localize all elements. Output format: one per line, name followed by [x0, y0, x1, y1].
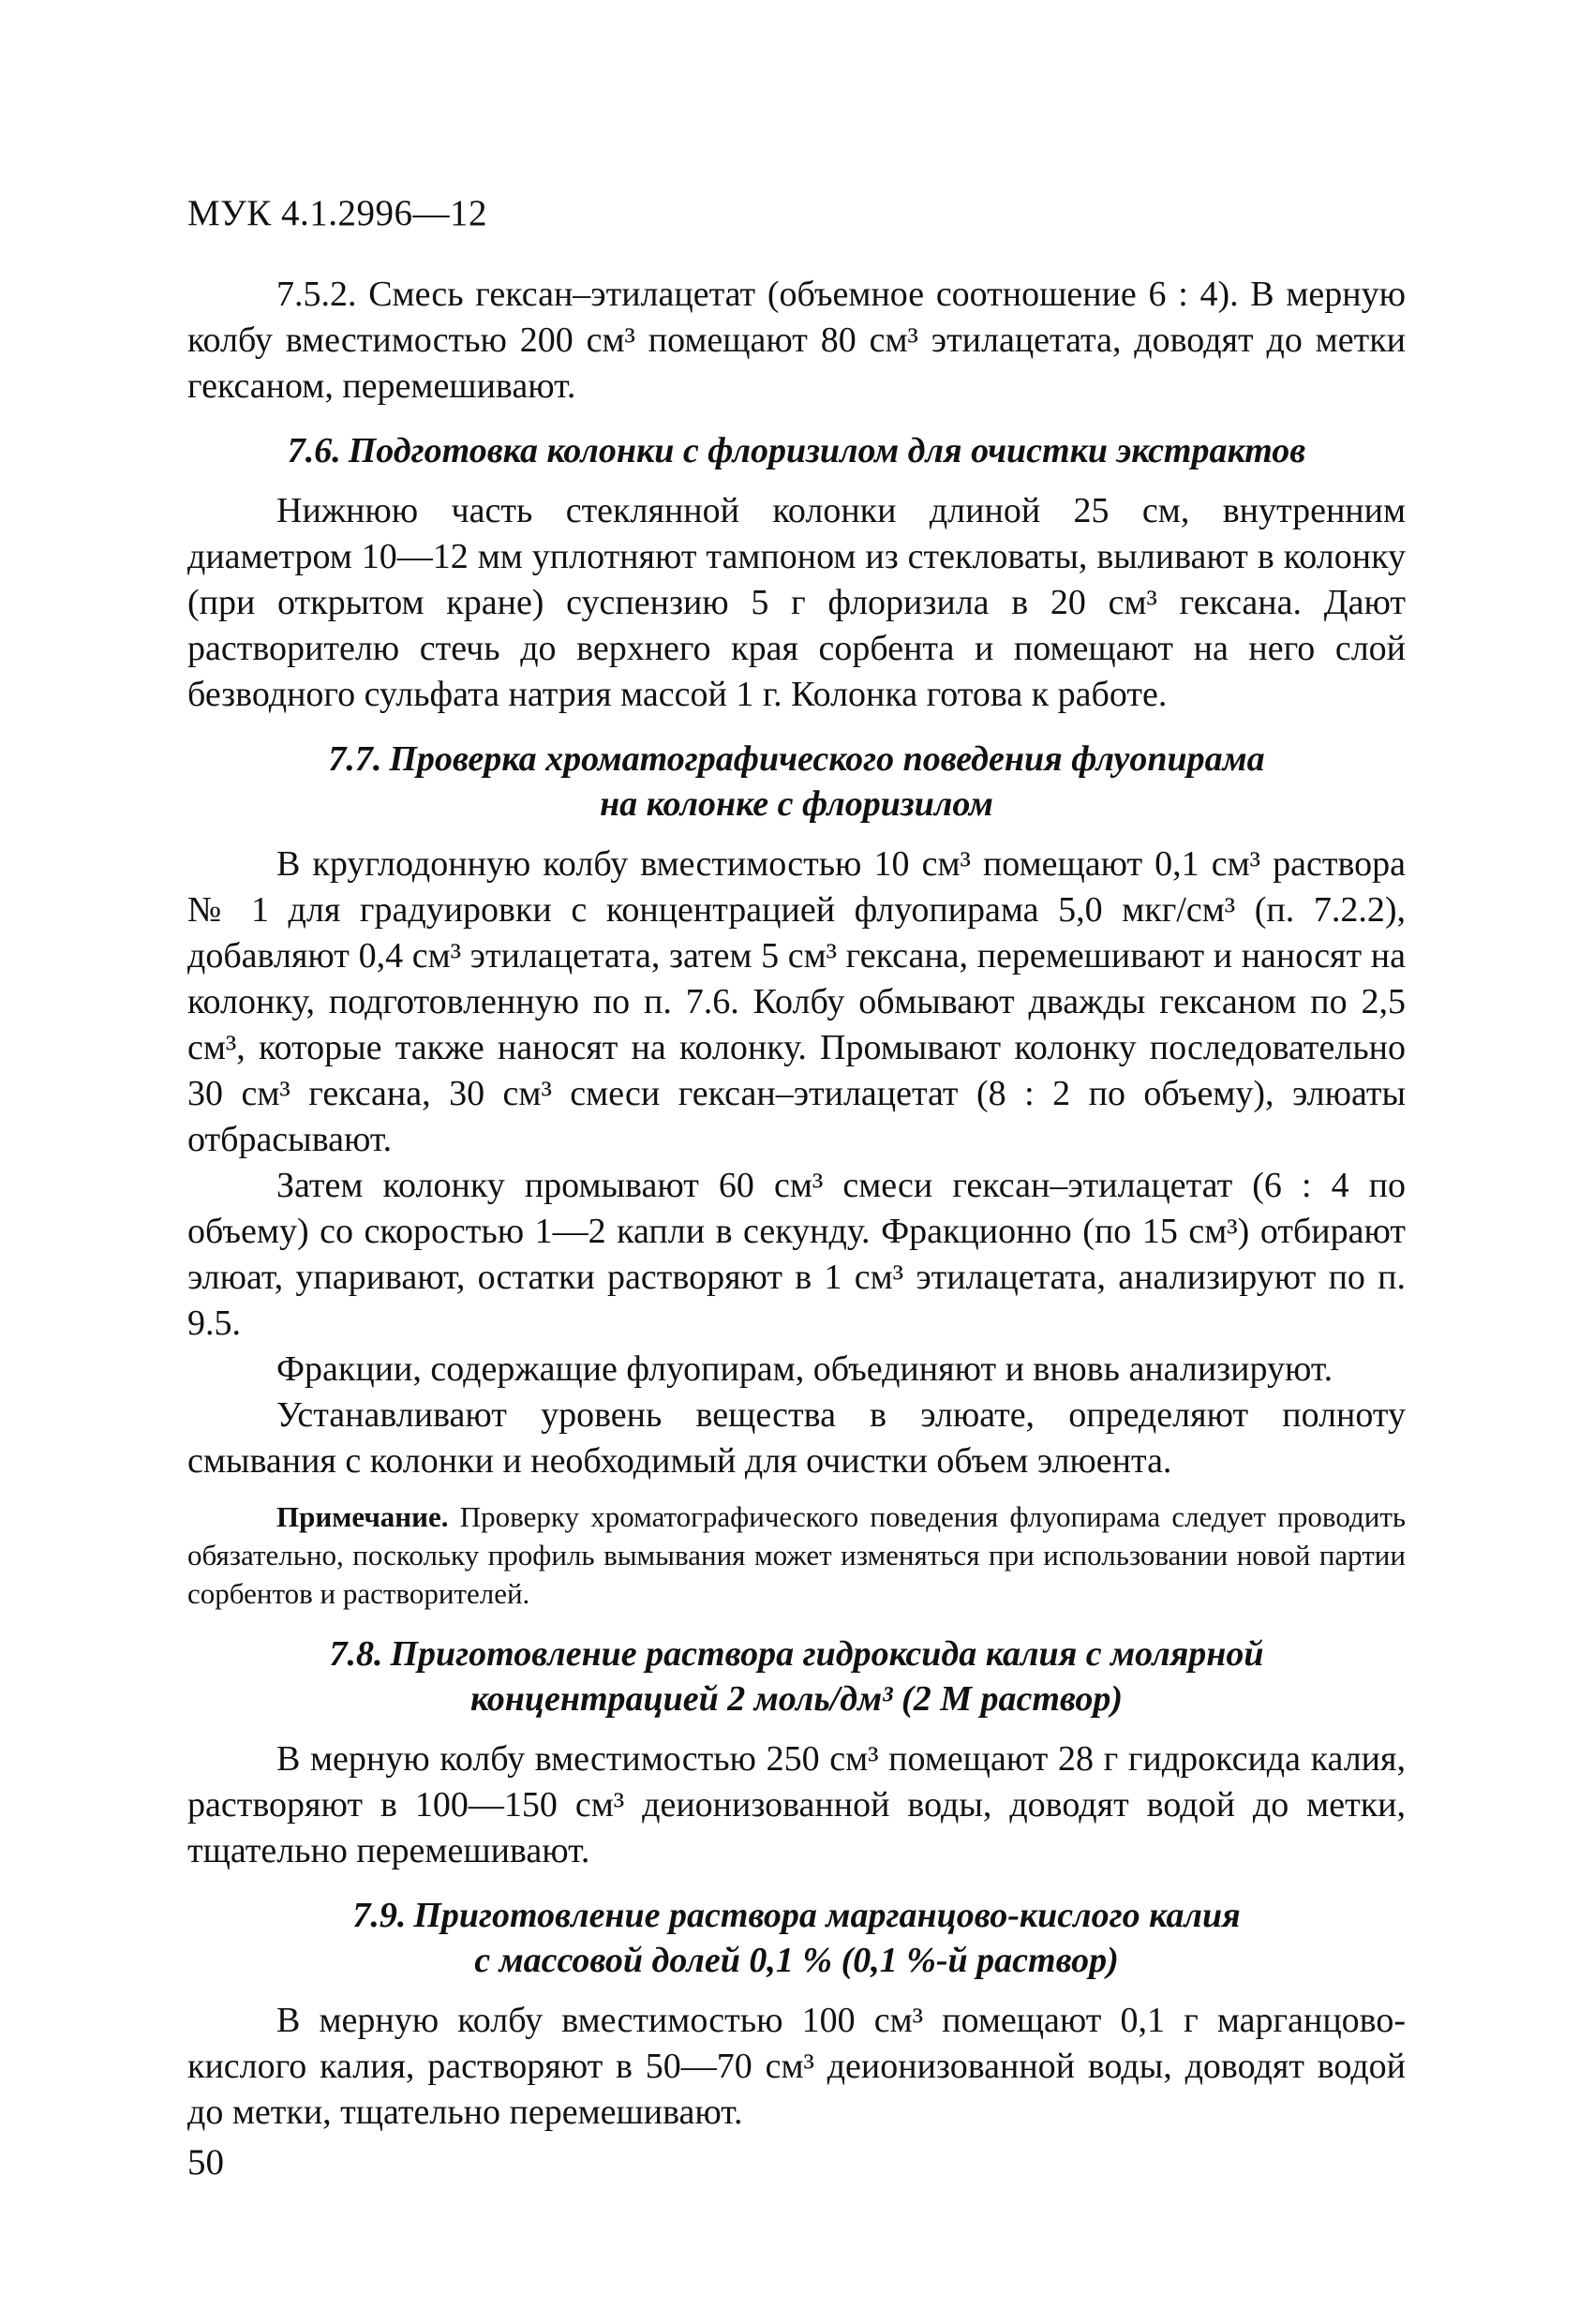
- heading-7-9-title-line2: с массовой долей 0,1 % (0,1 %-й раствор): [474, 1941, 1119, 1980]
- heading-7-7: [187, 737, 1406, 827]
- heading-7-8: [187, 1631, 1406, 1721]
- paragraph-7-7-4: Устанавливают уровень вещества в элюате, определяют полноту смывания с колонки и необходимый для очистки объем элюента.: [187, 1395, 1406, 1481]
- heading-7-7-number: 7.7.: [328, 739, 382, 779]
- paragraph-7-5-2: 7.5.2. Смесь гексан–этилацетат (объемное соотношение 6 : 4). В мерную колбу вместимостью 200 см³ помещают 80 см³ этилацетата, доводят до метки гексаном, перемешивают.: [187, 275, 1406, 406]
- note-label: Примечание.: [276, 1500, 449, 1533]
- paragraph-7-7-1: В круглодонную колбу вместимостью 10 см³ помещают 0,1 см³ раствора № 1 для градуировки с концентрацией флуопирама 5,0 мкг/см³ (п. 7.2.2), добавляют 0,4 см³ этилацетата, затем 5 см³ гексана, перемешивают и наносят на колонку, подготовленную по п. 7.6. Колбу обмывают дважды гексаном по 2,5 см³, которые также наносят на колонку. Промывают колонку последовательно 30 см³ гексана, 30 см³ смеси гексан–этилацетат (8 : 2 по объему), элюаты отбрасывают.: [187, 844, 1406, 1159]
- heading-7-8-title-line1: Приготовление раствора гидроксида калия с молярной: [390, 1634, 1264, 1674]
- heading-7-8-title-line2: концентрацией 2 моль/дм³ (2 М раствор): [469, 1679, 1124, 1719]
- paragraph-7-8: В мерную колбу вместимостью 250 см³ помещают 28 г гидроксида калия, растворяют в 100—150 см³ деионизованной воды, доводят водой до метки, тщательно перемешивают.: [187, 1739, 1406, 1870]
- heading-7-9-number: 7.9.: [352, 1896, 407, 1935]
- heading-7-6-number: 7.6.: [287, 431, 341, 470]
- heading-7-6-title: Подготовка колонки с флоризилом для очистки экстрактов: [348, 431, 1306, 470]
- paragraph-7-7-2: Затем колонку промывают 60 см³ смеси гексан–этилацетат (6 : 4 по объему) со скоростью 1—2 капли в секунду. Фракционно (по 15 см³) отбирают элюат, упаривают, остатки растворяют в 1 см³ этилацетата, анализируют по п. 9.5.: [187, 1166, 1406, 1343]
- heading-7-9: [187, 1893, 1406, 1983]
- note-7-7: [187, 1497, 1406, 1613]
- note-text: Проверку хроматографического поведения флуопирама следует проводить обязательно, поскольку профиль вымывания может изменяться при использовании новой партии сорбентов и растворителей.: [187, 1500, 1406, 1610]
- heading-7-8-number: 7.8.: [329, 1634, 383, 1674]
- document-body: [187, 272, 1406, 2136]
- page-number: 50: [187, 2142, 224, 2182]
- heading-7-7-title-line1: Проверка хроматографического поведения флуопирама: [389, 739, 1265, 779]
- heading-7-9-title-line1: Приготовление раствора марганцово-кислого калия: [413, 1896, 1241, 1935]
- paragraph-7-6: Нижнюю часть стеклянной колонки длиной 25 см, внутренним диаметром 10—12 мм уплотняют тампоном из стекловаты, выливают в колонку (при открытом кране) суспензию 5 г флоризила в 20 см³ гексана. Дают растворителю стечь до верхнего края сорбента и помещают на него слой безводного сульфата натрия массой 1 г. Колонка готова к работе.: [187, 491, 1406, 714]
- heading-7-7-title-line2: на колонке с флоризилом: [600, 784, 993, 824]
- document-code-header: МУК 4.1.2996—12: [187, 193, 488, 233]
- paragraph-7-9: В мерную колбу вместимостью 100 см³ помещают 0,1 г марганцово-кислого калия, растворяют в 50—70 см³ деионизованной воды, доводят водой до метки, тщательно перемешивают.: [187, 2001, 1406, 2132]
- paragraph-7-7-3: Фракции, содержащие флуопирам, объединяют и вновь анализируют.: [276, 1349, 1333, 1389]
- heading-7-6: [187, 428, 1406, 473]
